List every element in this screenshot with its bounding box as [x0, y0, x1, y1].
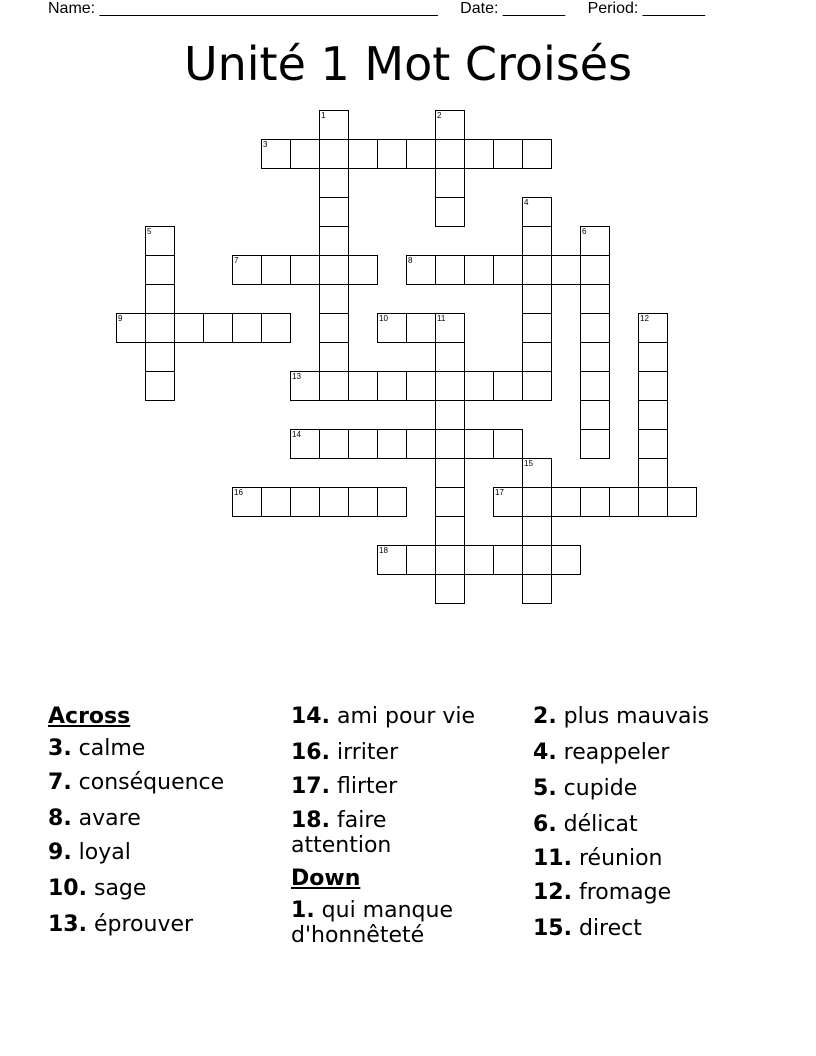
grid-cell[interactable] [522, 255, 552, 285]
clue-across-3: 3. calme [48, 736, 146, 761]
clue-number: 2 [533, 704, 549, 729]
grid-cell[interactable] [377, 429, 407, 459]
grid-cell[interactable] [377, 545, 407, 575]
cell-number: 2 [437, 111, 442, 120]
grid-cell[interactable] [377, 139, 407, 169]
cell-number: 12 [640, 314, 649, 323]
grid-cell[interactable] [551, 255, 581, 285]
grid-cell[interactable] [580, 400, 610, 430]
clue-number: 12 [533, 880, 564, 905]
grid-cell[interactable] [319, 197, 349, 227]
grid-cell[interactable] [522, 139, 552, 169]
clue-text: éprouver [93, 912, 194, 937]
clue-text: cupide [563, 776, 638, 801]
grid-cell[interactable] [435, 342, 465, 372]
clue-text: avare [78, 806, 141, 831]
grid-cell[interactable] [435, 139, 465, 169]
grid-cell[interactable] [493, 429, 523, 459]
clue-text: irriter [336, 740, 399, 765]
clue-text: loyal [78, 840, 131, 865]
grid-cell[interactable] [638, 400, 668, 430]
grid-cell[interactable] [638, 371, 668, 401]
grid-cell[interactable] [522, 574, 552, 604]
grid-cell[interactable] [638, 429, 668, 459]
clue-number: 5 [533, 776, 549, 801]
grid-cell[interactable] [145, 255, 175, 285]
grid-cell[interactable] [464, 429, 494, 459]
clue-across-16: 16. irriter [291, 740, 399, 765]
grid-cell[interactable] [232, 487, 262, 517]
clue-text: fromage [578, 880, 672, 905]
grid-cell[interactable] [638, 487, 668, 517]
grid-cell[interactable] [145, 226, 175, 256]
grid-cell[interactable] [580, 429, 610, 459]
grid-cell[interactable] [348, 371, 378, 401]
grid-cell[interactable] [580, 284, 610, 314]
clue-number: 16 [291, 740, 322, 765]
grid-cell[interactable] [261, 313, 291, 343]
cell-number: 11 [437, 314, 446, 323]
grid-cell[interactable] [290, 371, 320, 401]
clue-number: 6 [533, 812, 549, 837]
grid-cell[interactable] [580, 313, 610, 343]
grid-cell[interactable] [406, 429, 436, 459]
clue-number: 15 [533, 916, 564, 941]
clue-text: calme [78, 736, 146, 761]
cell-number: 13 [292, 372, 301, 381]
cell-number: 18 [379, 546, 388, 555]
grid-cell[interactable] [145, 371, 175, 401]
grid-cell[interactable] [435, 429, 465, 459]
clue-text: sage [93, 876, 147, 901]
grid-cell[interactable] [377, 371, 407, 401]
grid-cell[interactable] [319, 284, 349, 314]
cell-number: 1 [321, 111, 326, 120]
grid-cell[interactable] [435, 197, 465, 227]
grid-cell[interactable] [435, 487, 465, 517]
grid-cell[interactable] [522, 313, 552, 343]
cell-number: 8 [408, 256, 413, 265]
grid-cell[interactable] [580, 255, 610, 285]
cell-number: 3 [263, 140, 268, 149]
grid-cell[interactable] [290, 255, 320, 285]
clue-text: ami pour vie [336, 704, 476, 729]
grid-cell[interactable] [261, 139, 291, 169]
grid-cell[interactable] [174, 313, 204, 343]
name-field-label[interactable]: Name: ______________________________________ [48, 0, 438, 17]
cell-number: 15 [524, 459, 533, 468]
grid-cell[interactable] [261, 487, 291, 517]
grid-cell[interactable] [406, 313, 436, 343]
grid-cell[interactable] [406, 545, 436, 575]
clue-down-1: 1. qui manque [291, 898, 453, 923]
grid-cell[interactable] [435, 313, 465, 343]
grid-cell[interactable] [667, 487, 697, 517]
grid-cell[interactable] [406, 139, 436, 169]
grid-cell[interactable] [580, 226, 610, 256]
grid-cell[interactable] [319, 313, 349, 343]
clue-text: conséquence [78, 770, 225, 795]
grid-cell[interactable] [319, 110, 349, 140]
grid-cell[interactable] [377, 313, 407, 343]
grid-cell[interactable] [435, 371, 465, 401]
grid-cell[interactable] [464, 545, 494, 575]
grid-cell[interactable] [522, 226, 552, 256]
grid-cell[interactable] [522, 371, 552, 401]
grid-cell[interactable] [522, 458, 552, 488]
grid-cell[interactable] [319, 226, 349, 256]
clue-down-6: 6. délicat [533, 812, 638, 837]
cell-number: 17 [495, 488, 504, 497]
grid-cell[interactable] [232, 313, 262, 343]
clue-number: 3 [48, 736, 64, 761]
cell-number: 9 [118, 314, 123, 323]
down-heading: Down [291, 866, 361, 891]
clue-number: 10 [48, 876, 79, 901]
grid-cell[interactable] [348, 429, 378, 459]
grid-cell[interactable] [522, 516, 552, 546]
grid-cell[interactable] [348, 139, 378, 169]
clue-across-9: 9. loyal [48, 840, 131, 865]
clue-across-7: 7. conséquence [48, 770, 225, 795]
grid-cell[interactable] [435, 574, 465, 604]
clue-text: qui manque [321, 898, 453, 923]
cell-number: 5 [147, 227, 152, 236]
grid-cell[interactable] [319, 429, 349, 459]
grid-cell[interactable] [406, 371, 436, 401]
cell-number: 6 [582, 227, 587, 236]
grid-cell[interactable] [638, 342, 668, 372]
grid-cell[interactable] [522, 545, 552, 575]
grid-cell[interactable] [493, 255, 523, 285]
grid-cell[interactable] [290, 139, 320, 169]
clue-across-17: 17. flirter [291, 774, 398, 799]
clue-down-2: 2. plus mauvais [533, 704, 710, 729]
cell-number: 7 [234, 256, 239, 265]
clue-down-5: 5. cupide [533, 776, 638, 801]
clue-across-8: 8. avare [48, 806, 141, 831]
grid-cell[interactable] [493, 545, 523, 575]
clue-text: flirter [336, 774, 398, 799]
grid-cell[interactable] [435, 458, 465, 488]
grid-cell[interactable] [435, 516, 465, 546]
grid-cell[interactable] [435, 545, 465, 575]
grid-cell[interactable] [232, 255, 262, 285]
clue-number: 14 [291, 704, 322, 729]
clue-across-14: 14. ami pour vie [291, 704, 476, 729]
page-title: Unité 1 Mot Croisés [183, 37, 633, 91]
grid-cell[interactable] [551, 487, 581, 517]
clue-text: direct [578, 916, 642, 941]
grid-cell[interactable] [464, 371, 494, 401]
clue-text: d'honnêteté [291, 923, 425, 948]
grid-cell[interactable] [638, 458, 668, 488]
cell-number: 16 [234, 488, 243, 497]
grid-cell[interactable] [319, 487, 349, 517]
clue-number: 18 [291, 808, 322, 833]
grid-cell[interactable] [464, 255, 494, 285]
grid-cell[interactable] [522, 487, 552, 517]
clue-number: 11 [533, 846, 564, 871]
grid-cell[interactable] [145, 313, 175, 343]
clue-text: faire [336, 808, 387, 833]
clue-number: 13 [48, 912, 79, 937]
grid-cell[interactable] [493, 139, 523, 169]
date-field-label[interactable]: Date: _______ [460, 0, 566, 17]
grid-cell[interactable] [464, 139, 494, 169]
grid-cell[interactable] [580, 342, 610, 372]
grid-cell[interactable] [580, 371, 610, 401]
grid-cell[interactable] [522, 197, 552, 227]
clue-across-10: 10. sage [48, 876, 147, 901]
grid-cell[interactable] [261, 255, 291, 285]
across-heading: Across [48, 704, 131, 729]
grid-cell[interactable] [406, 255, 436, 285]
grid-cell[interactable] [290, 429, 320, 459]
clue-down-4: 4. reappeler [533, 740, 670, 765]
clue-down-12: 12. fromage [533, 880, 672, 905]
grid-cell[interactable] [116, 313, 146, 343]
clue-across-18-continued [291, 833, 391, 859]
clue-text: réunion [578, 846, 663, 871]
grid-cell[interactable] [522, 342, 552, 372]
grid-cell[interactable] [435, 168, 465, 198]
grid-cell[interactable] [493, 371, 523, 401]
grid-cell[interactable] [319, 342, 349, 372]
grid-cell[interactable] [435, 255, 465, 285]
cell-number: 14 [292, 430, 301, 439]
grid-cell[interactable] [580, 487, 610, 517]
clue-across-18: 18. faire [291, 808, 387, 833]
grid-cell[interactable] [290, 487, 320, 517]
grid-cell[interactable] [319, 255, 349, 285]
grid-cell[interactable] [203, 313, 233, 343]
grid-cell[interactable] [319, 139, 349, 169]
grid-cell[interactable] [145, 342, 175, 372]
period-field-label[interactable]: Period: _______ [587, 0, 706, 17]
clue-across-13: 13. éprouver [48, 912, 194, 937]
clue-number: 7 [48, 770, 64, 795]
grid-cell[interactable] [377, 487, 407, 517]
grid-cell[interactable] [609, 487, 639, 517]
grid-cell[interactable] [638, 313, 668, 343]
grid-cell[interactable] [522, 284, 552, 314]
clue-down-11: 11. réunion [533, 846, 663, 871]
clue-down-1-continued [291, 923, 424, 949]
grid-cell[interactable] [551, 545, 581, 575]
clue-text: reappeler [563, 740, 670, 765]
student-info-line [48, 0, 768, 20]
grid-cell[interactable] [319, 371, 349, 401]
clue-number: 4 [533, 740, 549, 765]
grid-cell[interactable] [435, 110, 465, 140]
clue-number: 9 [48, 840, 64, 865]
grid-cell[interactable] [348, 487, 378, 517]
grid-cell[interactable] [319, 168, 349, 198]
clue-text: délicat [563, 812, 638, 837]
clue-number: 1 [291, 898, 307, 923]
grid-cell[interactable] [348, 255, 378, 285]
grid-cell[interactable] [145, 284, 175, 314]
clue-down-15: 15. direct [533, 916, 642, 941]
cell-number: 4 [524, 198, 529, 207]
clue-number: 8 [48, 806, 64, 831]
clue-text: plus mauvais [563, 704, 710, 729]
grid-cell[interactable] [435, 400, 465, 430]
clue-text: attention [291, 833, 392, 858]
cell-number: 10 [379, 314, 388, 323]
grid-cell[interactable] [493, 487, 523, 517]
clue-number: 17 [291, 774, 322, 799]
